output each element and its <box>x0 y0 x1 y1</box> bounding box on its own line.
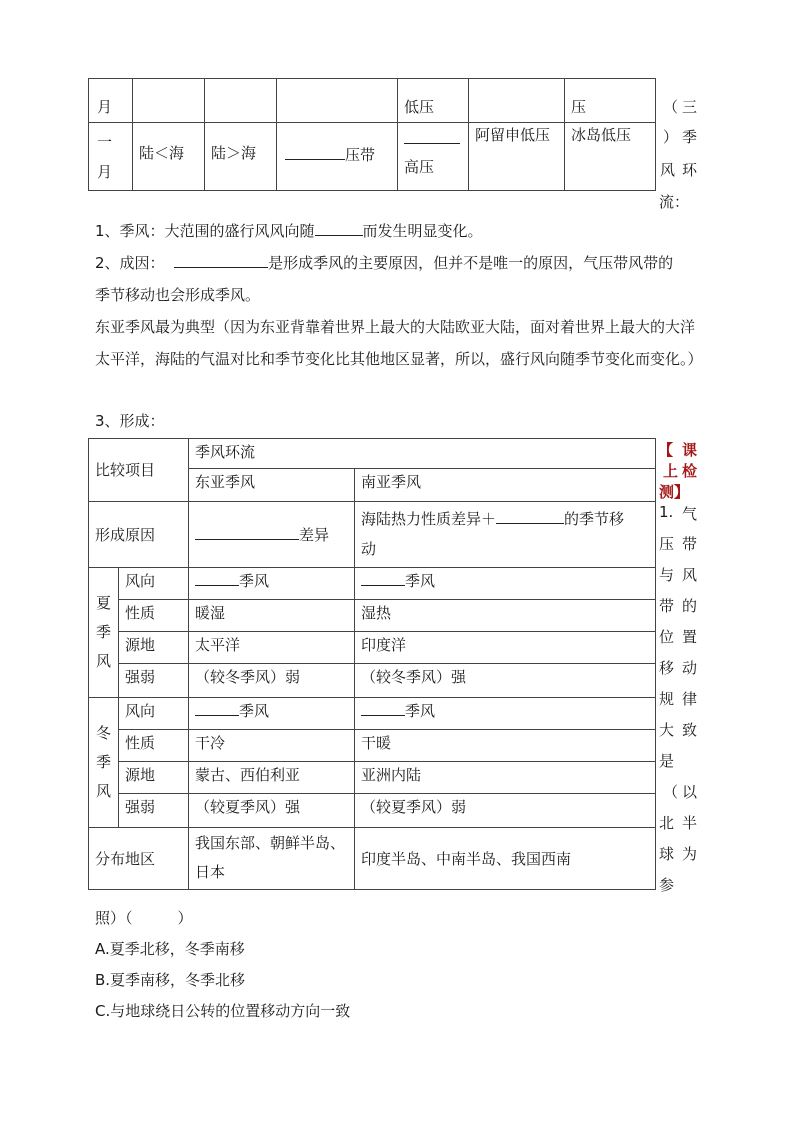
attr-text: 源地 <box>125 766 156 784</box>
v-char: 夏 <box>95 594 111 612</box>
table-cell <box>355 664 656 698</box>
east-asia-header <box>189 469 355 502</box>
question-tail <box>95 902 705 934</box>
quiz-char: 压 <box>659 535 675 553</box>
cell-text: （较冬季风）强 <box>361 668 467 686</box>
cell-text: 阿留申低压 <box>475 126 551 144</box>
compare-item-header <box>89 439 189 502</box>
pressure-cell <box>565 79 656 123</box>
cell-text: 蒙古、西伯利亚 <box>195 766 301 784</box>
attr-label <box>119 664 189 698</box>
attr-text: 性质 <box>125 734 156 752</box>
summer-monsoon-label <box>89 568 119 698</box>
option-text: B.夏季南移，冬季北移 <box>95 971 246 989</box>
table-cell <box>355 600 656 632</box>
fill-blank[interactable] <box>496 507 564 524</box>
fill-blank[interactable] <box>404 127 460 144</box>
para-text: 2、成因： <box>95 254 165 272</box>
header-text: 南亚季风 <box>361 473 422 491</box>
month-cell <box>89 123 133 191</box>
cell-text: （较夏季风）弱 <box>361 798 467 816</box>
quiz-char: 的 <box>682 597 698 615</box>
table-cell <box>189 762 355 794</box>
attr-label <box>119 698 189 730</box>
fill-blank[interactable] <box>361 569 405 586</box>
attr-label <box>119 568 189 600</box>
cell-text: 季风 <box>405 572 436 590</box>
distribution-south <box>355 828 656 890</box>
quiz-char: 致 <box>682 721 698 739</box>
v-char: 季 <box>95 753 111 771</box>
side-char: （ <box>663 98 679 116</box>
cell-text: 干冷 <box>195 734 226 752</box>
fill-blank[interactable] <box>285 143 345 160</box>
quiz-char: 为 <box>682 845 698 863</box>
month-cell <box>89 79 133 123</box>
monsoon-circulation-header <box>189 439 656 469</box>
attr-label <box>119 600 189 632</box>
quiz-char: 1. <box>659 503 674 521</box>
formation-south <box>355 502 656 568</box>
row-label: 分布地区 <box>95 849 156 868</box>
attr-label <box>119 762 189 794</box>
side-char: 三 <box>682 98 698 116</box>
cell-text: 季风 <box>405 702 436 720</box>
quiz-char: 移 <box>659 659 675 677</box>
row-label: 形成原因 <box>95 525 156 544</box>
cell-text: 暖湿 <box>195 604 226 622</box>
quiz-char: 是 <box>659 752 675 770</box>
attr-text: 风向 <box>125 702 156 720</box>
cell-text: 差异 <box>299 525 330 544</box>
formation-label <box>89 502 189 568</box>
quiz-title-char: 课 <box>682 441 698 459</box>
monsoon-table <box>88 438 656 890</box>
side-char: 风 <box>660 161 676 179</box>
month-label: 月 <box>97 98 113 116</box>
option-text: C.与地球绕日公转的位置移动方向一致 <box>95 1002 351 1020</box>
fill-blank[interactable] <box>315 219 363 236</box>
south-asia-header <box>355 469 656 502</box>
side-char: 季 <box>682 128 698 146</box>
side-char: 流： <box>659 193 690 211</box>
cell-text: 的季节移 <box>564 510 625 528</box>
low-pressure-cell <box>398 79 469 123</box>
para-text: 东亚季风最为典型（因为东亚背靠着世界上最大的大陆欧亚大陆，面对着世界上最大的大洋太平洋，海陆的气温对比和季节变化比其他地区显著，所以，盛行风向随季节变化而变化。） <box>95 318 703 368</box>
option-text: A.夏季北移，冬季南移 <box>95 940 245 958</box>
quiz-char: 半 <box>682 814 698 832</box>
table-cell <box>189 632 355 664</box>
land-sea-cell <box>133 123 205 191</box>
land-sea-cell <box>205 123 277 191</box>
attr-label <box>119 794 189 828</box>
header-text: 季风环流 <box>195 443 256 461</box>
cell-text: 压 <box>571 98 587 116</box>
v-char: 冬 <box>95 724 111 742</box>
side-char: ） <box>663 128 679 146</box>
empty-cell <box>133 79 205 123</box>
summer-direction-south <box>355 568 656 600</box>
quiz-char: 与 <box>659 566 675 584</box>
para-text: 3、形成： <box>95 412 165 430</box>
quiz-char: 气 <box>682 505 698 523</box>
quiz-char: （ <box>663 783 679 801</box>
cell-text: 低压 <box>404 98 435 116</box>
attr-text: 风向 <box>125 572 156 590</box>
east-asia-paragraph <box>95 311 705 375</box>
table-cell <box>189 664 355 698</box>
cell-text: 湿热 <box>361 604 392 622</box>
quiz-char: 带 <box>682 535 698 553</box>
attr-label <box>119 632 189 664</box>
option-c[interactable] <box>95 995 705 1027</box>
cell-text: 冰岛低压 <box>571 126 632 144</box>
winter-direction-east <box>189 698 355 730</box>
attr-text: 性质 <box>125 604 156 622</box>
table-cell <box>189 600 355 632</box>
cell-text: 季风 <box>239 572 270 590</box>
para-text: 季节移动也会形成季风。 <box>95 286 261 304</box>
attr-label <box>119 730 189 762</box>
table-cell <box>189 794 355 828</box>
quiz-char: 北 <box>659 814 675 832</box>
fill-blank[interactable] <box>195 699 239 716</box>
v-char: 风 <box>95 652 111 670</box>
cell-text: 太平洋 <box>195 636 241 654</box>
cell-text: 高压 <box>404 158 435 176</box>
cell-text: 陆＜海 <box>139 144 185 162</box>
table-cell <box>355 632 656 664</box>
table-cell <box>355 730 656 762</box>
quiz-char: 大 <box>659 721 675 739</box>
quiz-char: 风 <box>682 566 698 584</box>
quiz-title-char: 检 <box>682 462 698 480</box>
fill-blank[interactable] <box>174 251 268 268</box>
para-text: 是形成季风的主要原因，但并不是唯一的原因，气压带风带的 <box>268 254 674 272</box>
quiz-char: 球 <box>659 845 675 863</box>
quiz-char: 带 <box>659 597 675 615</box>
definition-paragraph <box>95 215 705 247</box>
question-text: 照）（ ） <box>95 909 193 927</box>
attr-text: 强弱 <box>125 668 156 686</box>
pressure-table <box>88 78 656 191</box>
quiz-char: 动 <box>682 659 698 677</box>
v-char: 风 <box>95 782 111 800</box>
header-text: 东亚季风 <box>195 473 256 491</box>
month-label: 一月 <box>97 133 113 181</box>
quiz-char: 参 <box>659 876 675 894</box>
fill-blank[interactable] <box>361 699 405 716</box>
distribution-east <box>189 828 355 890</box>
winter-direction-south <box>355 698 656 730</box>
high-pressure-cell <box>398 123 469 191</box>
fill-blank[interactable] <box>195 523 299 540</box>
para-text: 1、季风：大范围的盛行风风向随 <box>95 222 315 240</box>
cell-text: 印度半岛、中南半岛、我国西南 <box>361 849 572 868</box>
v-char: 季 <box>95 623 111 641</box>
cell-text: 海陆热力性质差异＋ <box>361 510 497 528</box>
cell-text: 季风 <box>239 702 270 720</box>
iceland-cell <box>565 123 656 191</box>
empty-cell <box>277 79 398 123</box>
quiz-char: 规 <box>659 690 675 708</box>
option-a[interactable] <box>95 933 705 965</box>
bracket-close: 】 <box>674 483 690 501</box>
cause-paragraph <box>95 247 705 311</box>
bracket-open: 【 <box>658 441 674 459</box>
quiz-char: 以 <box>682 783 698 801</box>
table-cell <box>189 730 355 762</box>
empty-cell <box>469 79 565 123</box>
cell-text: 亚洲内陆 <box>361 766 422 784</box>
cell-text: （较夏季风）强 <box>195 798 301 816</box>
quiz-char: 置 <box>682 628 698 646</box>
cell-text: 动 <box>361 540 377 558</box>
para-text: 而发生明显变化。 <box>362 222 483 240</box>
fill-blank[interactable] <box>195 569 239 586</box>
attr-text: 源地 <box>125 636 156 654</box>
formation-east <box>189 502 355 568</box>
cell-text: 陆＞海 <box>211 144 257 162</box>
attr-text: 强弱 <box>125 798 156 816</box>
quiz-char: 律 <box>682 690 698 708</box>
aleutian-cell <box>469 123 565 191</box>
quiz-char: 位 <box>659 628 675 646</box>
distribution-label <box>89 828 189 890</box>
quiz-title-char: 测 <box>659 483 675 501</box>
formation-heading <box>95 405 705 437</box>
quiz-title-char: 上 <box>663 462 679 480</box>
cell-text: 干暖 <box>361 734 392 752</box>
cell-text: （较冬季风）弱 <box>195 668 301 686</box>
summer-direction-east <box>189 568 355 600</box>
side-char: 环 <box>682 161 698 179</box>
cell-text: 我国东部、朝鲜半岛、日本 <box>195 834 346 881</box>
cell-text: 印度洋 <box>361 636 407 654</box>
pressure-belt-cell <box>277 123 398 191</box>
header-text: 比较项目 <box>95 461 156 479</box>
table-cell <box>355 762 656 794</box>
winter-monsoon-label <box>89 698 119 828</box>
table-cell <box>355 794 656 828</box>
empty-cell <box>205 79 277 123</box>
option-b[interactable] <box>95 964 705 996</box>
cell-text: 压带 <box>345 146 376 164</box>
